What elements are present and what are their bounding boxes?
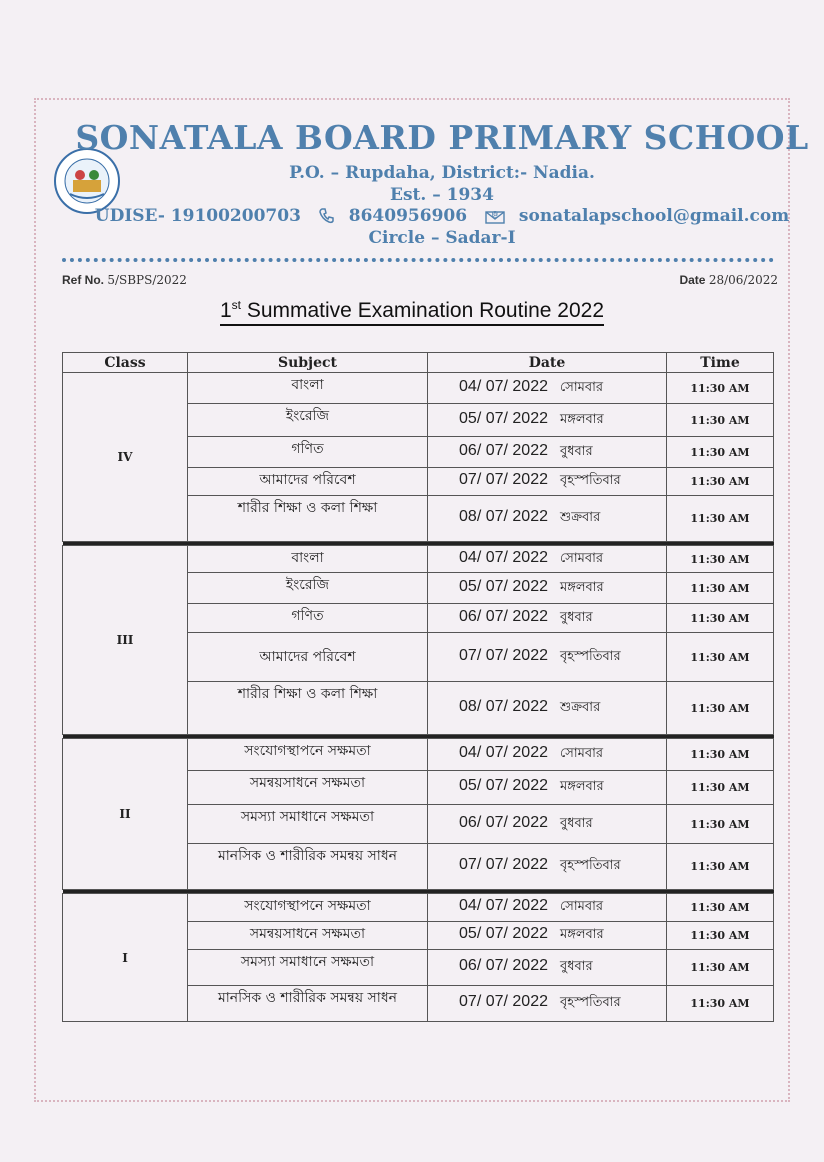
subject-cell: আমাদের পরিবেশ bbox=[188, 633, 428, 682]
time-cell: 11:30 AM bbox=[667, 468, 774, 496]
date-cell bbox=[428, 805, 667, 844]
exam-weekday: মঙ্গলবার bbox=[560, 927, 604, 942]
exam-date: 04/ 07/ 2022 bbox=[459, 377, 548, 395]
date-cell bbox=[428, 633, 667, 682]
exam-weekday: বৃহস্পতিবার bbox=[560, 858, 621, 873]
header-subject: Subject bbox=[188, 353, 428, 373]
subject-cell: গণিত bbox=[188, 604, 428, 633]
reference-number bbox=[62, 273, 187, 287]
time-cell: 11:30 AM bbox=[667, 950, 774, 986]
ref-label: Ref No. bbox=[62, 273, 104, 287]
subject-cell: আমাদের পরিবেশ bbox=[188, 468, 428, 496]
table-header-row bbox=[63, 353, 774, 373]
exam-date: 04/ 07/ 2022 bbox=[459, 548, 548, 566]
contact-line bbox=[0, 206, 824, 229]
ref-value: 5/SBPS/2022 bbox=[107, 273, 187, 287]
phone-icon bbox=[319, 208, 335, 229]
table-row bbox=[63, 739, 774, 771]
exam-date: 07/ 07/ 2022 bbox=[459, 646, 548, 664]
udise-code: UDISE- 19100200703 bbox=[94, 206, 301, 226]
subject-cell: বাংলা bbox=[188, 373, 428, 404]
date-cell bbox=[428, 894, 667, 922]
school-address: P.O. – Rupdaha, District:- Nadia. bbox=[289, 163, 595, 183]
exam-date: 06/ 07/ 2022 bbox=[459, 607, 548, 625]
exam-weekday: সোমবার bbox=[560, 379, 604, 395]
exam-weekday: বুধবার bbox=[560, 815, 593, 831]
date-cell bbox=[428, 468, 667, 496]
subject-cell: শারীর শিক্ষা ও কলা শিক্ষা bbox=[188, 682, 428, 735]
time-cell: 11:30 AM bbox=[667, 922, 774, 950]
exam-weekday: বুধবার bbox=[560, 443, 593, 459]
header-class: Class bbox=[63, 353, 188, 373]
time-cell: 11:30 AM bbox=[667, 771, 774, 805]
established-year: Est. – 1934 bbox=[390, 185, 494, 205]
class-cell: I bbox=[63, 894, 188, 1022]
exam-weekday: শুক্রবার bbox=[560, 510, 601, 525]
subject-cell: মানসিক ও শারীরিক সমন্বয় সাধন bbox=[188, 986, 428, 1022]
svg-text:@: @ bbox=[491, 209, 499, 218]
exam-date: 08/ 07/ 2022 bbox=[459, 508, 548, 525]
exam-weekday: সোমবার bbox=[560, 550, 604, 566]
time-cell: 11:30 AM bbox=[667, 404, 774, 437]
time-cell: 11:30 AM bbox=[667, 739, 774, 771]
exam-date: 07/ 07/ 2022 bbox=[459, 856, 548, 873]
exam-date: 07/ 07/ 2022 bbox=[459, 471, 548, 488]
exam-weekday: বৃহস্পতিবার bbox=[560, 473, 621, 488]
date-cell bbox=[428, 404, 667, 437]
time-cell: 11:30 AM bbox=[667, 894, 774, 922]
subject-cell: সমন্বয়সাধনে সক্ষমতা bbox=[188, 771, 428, 805]
date-cell bbox=[428, 546, 667, 573]
date-cell bbox=[428, 922, 667, 950]
header-date: Date bbox=[428, 353, 667, 373]
exam-date: 05/ 07/ 2022 bbox=[459, 577, 548, 595]
time-cell: 11:30 AM bbox=[667, 604, 774, 633]
exam-date: 05/ 07/ 2022 bbox=[459, 925, 548, 942]
exam-date: 04/ 07/ 2022 bbox=[459, 744, 548, 761]
class-cell: IV bbox=[63, 373, 188, 542]
subject-cell: ইংরেজি bbox=[188, 404, 428, 437]
exam-weekday: বুধবার bbox=[560, 959, 593, 974]
time-cell: 11:30 AM bbox=[667, 844, 774, 890]
issue-date bbox=[679, 273, 778, 287]
exam-weekday: মঙ্গলবার bbox=[560, 779, 604, 794]
exam-weekday: বুধবার bbox=[560, 609, 593, 625]
date-cell bbox=[428, 573, 667, 604]
date-label: Date bbox=[679, 273, 706, 287]
subject-cell: মানসিক ও শারীরিক সমন্বয় সাধন bbox=[188, 844, 428, 890]
exam-date: 08/ 07/ 2022 bbox=[459, 697, 548, 715]
time-cell: 11:30 AM bbox=[667, 633, 774, 682]
title-ordinal-suffix: st bbox=[231, 298, 241, 312]
header-time: Time bbox=[667, 353, 774, 373]
exam-date: 05/ 07/ 2022 bbox=[459, 777, 548, 794]
title-text: Summative Examination Routine 2022 bbox=[246, 299, 605, 322]
date-cell bbox=[428, 986, 667, 1022]
exam-weekday: বৃহস্পতিবার bbox=[560, 648, 621, 664]
exam-weekday: বৃহস্পতিবার bbox=[560, 995, 621, 1010]
exam-weekday: সোমবার bbox=[560, 899, 604, 914]
exam-weekday: সোমবার bbox=[560, 746, 604, 761]
phone-number: 8640956906 bbox=[348, 206, 468, 226]
exam-date: 06/ 07/ 2022 bbox=[459, 957, 548, 974]
date-cell bbox=[428, 604, 667, 633]
time-cell: 11:30 AM bbox=[667, 373, 774, 404]
date-cell bbox=[428, 437, 667, 468]
time-cell: 11:30 AM bbox=[667, 496, 774, 542]
table-row bbox=[63, 894, 774, 922]
subject-cell: গণিত bbox=[188, 437, 428, 468]
subject-cell: ইংরেজি bbox=[188, 573, 428, 604]
document-title bbox=[0, 298, 824, 326]
date-cell bbox=[428, 771, 667, 805]
time-cell: 11:30 AM bbox=[667, 573, 774, 604]
time-cell: 11:30 AM bbox=[667, 437, 774, 468]
exam-weekday: মঙ্গলবার bbox=[560, 579, 604, 595]
title-ordinal: 1 bbox=[219, 299, 232, 322]
subject-cell: সমস্যা সমাধানে সক্ষমতা bbox=[188, 805, 428, 844]
exam-date: 07/ 07/ 2022 bbox=[459, 993, 548, 1010]
subject-cell: সমন্বয়সাধনে সক্ষমতা bbox=[188, 922, 428, 950]
time-cell: 11:30 AM bbox=[667, 986, 774, 1022]
exam-date: 05/ 07/ 2022 bbox=[459, 409, 548, 427]
time-cell: 11:30 AM bbox=[667, 546, 774, 573]
subject-cell: শারীর শিক্ষা ও কলা শিক্ষা bbox=[188, 496, 428, 542]
date-cell bbox=[428, 844, 667, 890]
header-divider bbox=[62, 258, 774, 262]
email-address: sonatalapschool@gmail.com bbox=[518, 206, 790, 226]
time-cell: 11:30 AM bbox=[667, 682, 774, 735]
date-value: 28/06/2022 bbox=[708, 273, 778, 287]
date-cell bbox=[428, 373, 667, 404]
time-cell: 11:30 AM bbox=[667, 805, 774, 844]
school-name: SONATALA BOARD PRIMARY SCHOOL bbox=[75, 118, 809, 157]
exam-weekday: শুক্রবার bbox=[560, 699, 601, 715]
exam-routine-table bbox=[62, 352, 774, 1022]
date-cell bbox=[428, 739, 667, 771]
subject-cell: সমস্যা সমাধানে সক্ষমতা bbox=[188, 950, 428, 986]
class-cell: II bbox=[63, 739, 188, 890]
class-cell: III bbox=[63, 546, 188, 735]
date-cell bbox=[428, 682, 667, 735]
subject-cell: বাংলা bbox=[188, 546, 428, 573]
exam-date: 04/ 07/ 2022 bbox=[459, 897, 548, 914]
table-row bbox=[63, 373, 774, 404]
exam-weekday: মঙ্গলবার bbox=[560, 411, 604, 427]
subject-cell: সংযোগস্থাপনে সক্ষমতা bbox=[188, 739, 428, 771]
circle-name: Circle – Sadar-I bbox=[368, 228, 516, 248]
date-cell bbox=[428, 950, 667, 986]
subject-cell: সংযোগস্থাপনে সক্ষমতা bbox=[188, 894, 428, 922]
table-row bbox=[63, 546, 774, 573]
exam-date: 06/ 07/ 2022 bbox=[459, 813, 548, 831]
exam-date: 06/ 07/ 2022 bbox=[459, 441, 548, 459]
date-cell bbox=[428, 496, 667, 542]
email-icon bbox=[485, 208, 505, 229]
